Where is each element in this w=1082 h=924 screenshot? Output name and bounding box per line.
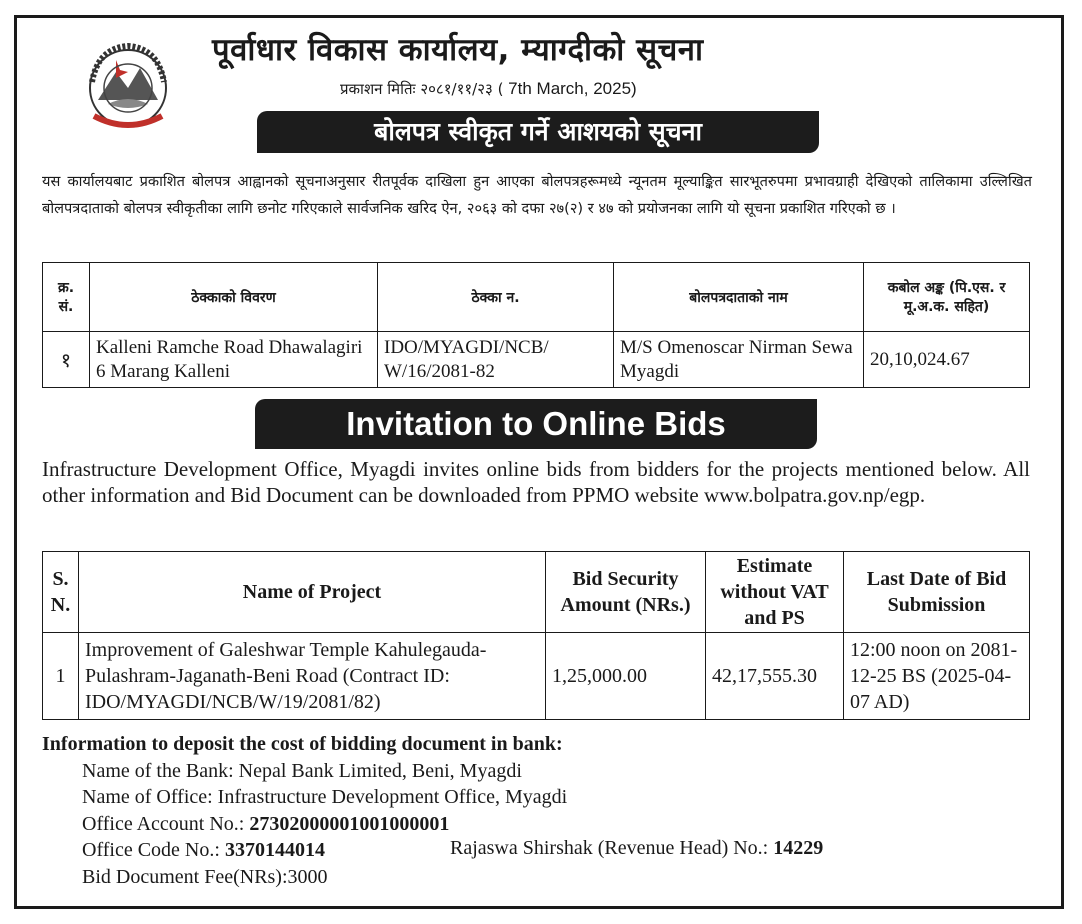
- header-contract-number: ठेक्का न.: [378, 263, 614, 332]
- intent-notice-paragraph: यस कार्यालयबाट प्रकाशित बोलपत्र आह्वानको सूचनाअनुसार रीतपूर्वक दाखिला हुन आएका बोलपत्रहरूमध्ये न्यूनतम मूल्याङ्कित सारभूतरुपमा प्रभावग्राही देखिएको तालिकामा उल्लिखित बोलपत्रदाताको बोलपत्र स्वीकृतीका लागि छनोट गरिएकाले सार्वजनिक खरिद ऐन, २०६३ को दफा २७(२) र ४७ को प्रयोजनका लागि यो सूचना प्रकाशित गरिएको छ ।: [42, 173, 1032, 217]
- bid-document-fee: Bid Document Fee(NRs):3000: [82, 865, 328, 888]
- cell-last-date: 12:00 noon on 2081-12-25 BS (2025-04-07 AD): [844, 633, 1030, 720]
- office-name: Name of Office: Infrastructure Development Office, Myagdi: [82, 786, 568, 808]
- table-header-row: [43, 263, 1030, 332]
- cell-project-name: Improvement of Galeshwar Temple Kahulegauda-Pulashram-Jaganath-Beni Road (Contract ID: IDO/MYAGDI/NCB/W/19/2081/82): [79, 633, 546, 720]
- cell-contract-number: IDO/MYAGDI/NCB/ W/16/2081-82: [378, 332, 614, 388]
- cell-bidder-name: M/S Omenoscar Nirman Sewa Myagdi: [614, 332, 864, 388]
- header-bidder-name: बोलपत्रदाताको नाम: [614, 263, 864, 332]
- cell-sn: १: [43, 332, 90, 388]
- header-project-name: Name of Project: [79, 552, 546, 633]
- bank-info-heading: Information to deposit the cost of bidding document in bank:: [42, 733, 563, 755]
- revenue-head: [450, 837, 823, 860]
- header-bid-amount: कबोल अङ्क (पि.एस. र मू.अ.क. सहित): [864, 263, 1030, 332]
- intent-notice-banner: बोलपत्र स्वीकृत गर्ने आशयको सूचना: [257, 111, 819, 153]
- revenue-head-label: Rajaswa Shirshak (Revenue Head) No.:: [450, 837, 774, 859]
- table-header-row: [43, 552, 1030, 633]
- intent-award-table: [42, 262, 1030, 388]
- header-sn: S. N.: [43, 552, 79, 633]
- table-row: [43, 332, 1030, 388]
- office-account-label: Office Account No.:: [82, 812, 250, 835]
- table-row: [43, 633, 1030, 720]
- cell-contract-description: Kalleni Ramche Road Dhawalagiri 6 Marang Kalleni: [90, 332, 378, 388]
- cell-estimate: 42,17,555.30: [706, 633, 844, 720]
- office-code-label: Office Code No.:: [82, 839, 225, 861]
- header-bid-security: Bid Security Amount (NRs.): [546, 552, 706, 633]
- bank-name: Name of the Bank: Nepal Bank Limited, Beni, Myagdi: [82, 759, 522, 782]
- invitation-paragraph: Infrastructure Development Office, Myagdi invites online bids from bidders for the projects mentioned below. All other information and Bid Document can be downloaded from PPMO website www.bolpatra.gov.np/egp.: [42, 457, 1030, 507]
- header-estimate: Estimate without VAT and PS: [706, 552, 844, 633]
- publication-date-np: प्रकाशन मितिः २०८१/११/२३ (: [340, 80, 504, 98]
- office-account: [42, 811, 567, 838]
- invitation-banner: Invitation to Online Bids: [255, 399, 817, 449]
- nepal-government-emblem-icon: [78, 38, 178, 134]
- header-last-date: Last Date of Bid Submission: [844, 552, 1030, 633]
- header-sn: क्र. सं.: [43, 263, 90, 332]
- projects-table: [42, 551, 1030, 720]
- office-code-value: 3370144014: [224, 839, 325, 861]
- bank-info: [42, 731, 567, 890]
- publication-date-en: 7th March, 2025): [503, 79, 637, 98]
- cell-bid-security: 1,25,000.00: [546, 633, 706, 720]
- office-title: पूर्वाधार विकास कार्यालय, म्याग्दीको सूचना: [212, 32, 704, 68]
- publication-date: [340, 79, 637, 99]
- header-contract-description: ठेक्काको विवरण: [90, 263, 378, 332]
- cell-sn: 1: [43, 633, 79, 720]
- cell-bid-amount: 20,10,024.67: [864, 332, 1030, 388]
- revenue-head-value: 14229: [773, 837, 824, 859]
- office-account-value: 27302000001001000001: [249, 812, 450, 835]
